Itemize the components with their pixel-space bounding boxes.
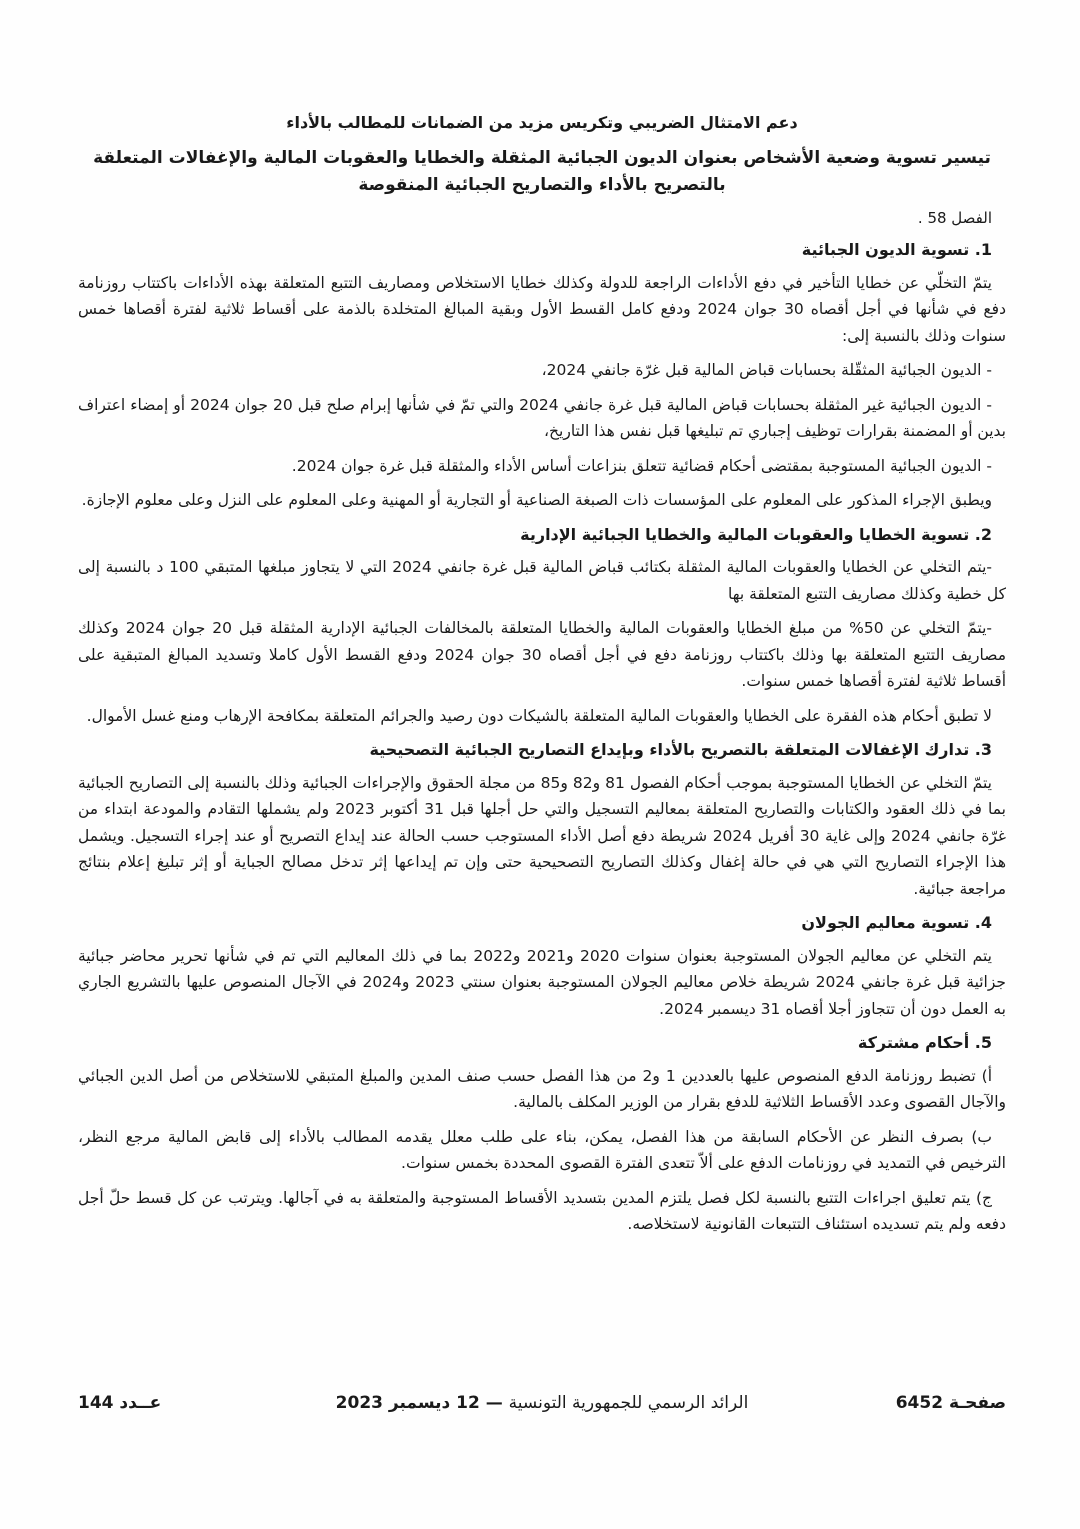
- paragraph: ب) بصرف النظر عن الأحكام السابقة من هذا الفصل، يمكن، بناء على طلب معلل يقدمه المطالب بالأداء إلى قابض المالية مرجع النظر، الترخيص في التمديد في روزنامات الدفع على ألاّ تتعدى الفترة القصوى المحددة بخمس سنوات.: [78, 1127, 1006, 1172]
- section-title: 4. تسوية معاليم الجولان: [801, 913, 992, 932]
- section-title: 3. تدارك الإغفالات المتعلقة بالتصريح بالأداء وبإيداع التصاريح الجبائية التصحيحية: [369, 740, 992, 759]
- paragraph: -يتم التخلي عن الخطايا والعقوبات المالية المثقلة بكتائب قباض المالية قبل غرة جانفي 2024 التي لا يتجاوز مبلغها المتبقي 100 د بالنسبة إلى كل خطية وكذلك مصاريف التتبع المتعلقة بها: [78, 558, 1006, 603]
- list-item: - الديون الجبائية غير المثقلة بحسابات قباض المالية قبل غرة جانفي 2024 والتي تمّ في شأنها إبرام صلح قبل 20 جوان 2024 أو إمضاء اعتراف بدين أو المضمنة بقرارات توظيف إجباري تم تبليغها قبل نفس هذا التاريخ،: [78, 395, 1006, 440]
- section-1: [78, 237, 1006, 514]
- paragraph: يتم التخلي عن معاليم الجولان المستوجبة بعنوان سنوات 2020 و2021 و2022 بما في ذلك المعاليم التي تم في شأنها تحرير محاضر جبائية جزائية قبل غرة جانفي 2024 شريطة خلاص معاليم الجولان المستوجبة بعنوان سنتي 2023 و2024 في الآجال المنصوص عليها بالتشريع الجاري به العمل دون أن تتجاوز أجلا أقصاه 31 ديسمبر 2024.: [78, 946, 1006, 1018]
- paragraph: ويطبق الإجراء المذكور على المعلوم على المؤسسات ذات الصبغة الصناعية أو التجارية أو المهنية وعلى المعلوم على النزل وعلى معلوم الإجازة.: [81, 491, 992, 509]
- section-4: [78, 910, 1006, 1022]
- section-title: 5. أحكام مشتركة: [857, 1033, 992, 1052]
- chapter-number: الفصل 58 .: [917, 208, 992, 227]
- section-title: 2. تسوية الخطايا والعقوبات المالية والخطايا الجبائية الإدارية: [520, 524, 992, 544]
- section-5: [78, 1030, 1006, 1238]
- section-3: [78, 737, 1006, 902]
- section-title: 1. تسوية الديون الجبائية: [801, 240, 992, 259]
- issue-date: — 12 ديسمبر 2023: [335, 1393, 503, 1413]
- journal-name: الرائد الرسمي للجمهورية التونسية: [508, 1393, 749, 1413]
- journal-line: [78, 1393, 1006, 1413]
- paragraph: يتمّ التخلي عن الخطايا المستوجبة بموجب أحكام الفصول 81 و82 و85 من مجلة الحقوق والإجراءات الجبائية وذلك بالنسبة إلى التصاريح الجبائية بما في ذلك العقود والكتابات والتصاريح المتعلقة بمعاليم التسجيل والتي حل أجلها قبل 31 أكتوبر 2023 ولم يشملها التقادم والمودعة ابتداء من غرّة جانفي 2024 وإلى غاية 30 أفريل 2024 شريطة دفع أصل الأداء المستوجب حسب الحالة عند إيداع التصريح أو عند إجراء التسجيل. ويشمل هذا الإجراء التصاريح التي هي في حالة إغفال وكذلك التصاريح التصحيحية حتى وإن تم إيداعها إثر تدخل مصالح الجباية أو إثر تبليغ إعلام بنتائج مراجعة جبائية.: [78, 773, 1006, 898]
- page-footer: [78, 1393, 1006, 1423]
- document-title: دعم الامتثال الضريبي وتكريس مزيد من الضمانات للمطالب بالأداء: [286, 113, 798, 132]
- issue-number: عــدد 144: [78, 1393, 162, 1413]
- page-number: صفحـة 6452: [895, 1393, 1006, 1413]
- paragraph: لا تطبق أحكام هذه الفقرة على الخطايا والعقوبات المالية المتعلقة بالشيكات دون رصيد والجرائم المتعلقة بمكافحة الإرهاب ومنع غسل الأموال.: [86, 706, 992, 725]
- document-body: [78, 110, 1006, 1238]
- paragraph: -يتمّ التخلي عن 50% من مبلغ الخطايا والعقوبات المالية والخطايا المتعلقة بالمخالفات الجبائية الإدارية المثقلة قبل 20 جوان 2024 وكذلك مصاريف التتبع المتعلقة بها وذلك باكتتاب روزنامة دفع في أجل أقصاه 30 جوان 2024 ودفع القسط الأول كاملا وتسديد المبالغ المتبقية على أقساط ثلاثية لفترة أقصاها خمس سنوات.: [78, 619, 1007, 690]
- paragraph: يتمّ التخلّي عن خطايا التأخير في دفع الأداءات الراجعة للدولة وكذلك خطايا الاستخلاص ومصاريف التتبع المتعلقة بهذه الأداءات باكتتاب روزنامة دفع في شأنها في أجل أقصاه 30 جوان 2024 ودفع كامل القسط الأول وبقية المبالغ المتخلدة بالذمة على أقساط ثلاثية لفترة أقصاها خمس سنوات وذلك بالنسبة إلى:: [78, 273, 1006, 345]
- section-2: [78, 522, 1006, 730]
- list-item: - الديون الجبائية المثقّلة بحسابات قباض المالية قبل غرّة جانفي 2024،: [541, 361, 992, 379]
- paragraph: ج) يتم تعليق اجراءات التتبع بالنسبة لكل فصل يلتزم المدين بتسديد الأقساط المستوجبة والمتعلقة به في آجالها. ويترتب عن كل قسط حلّ أجل دفعه ولم يتم تسديده استئناف التتبعات القانونية لاستخلاصه.: [78, 1188, 1006, 1233]
- paragraph: أ) تضبط روزنامة الدفع المنصوص عليها بالعددين 1 و2 من هذا الفصل حسب صنف المدين والمبلغ المتبقي للاستخلاص من أصل الدين الجبائي والآجال القصوى وعدد الأقساط الثلاثية للدفع بقرار من الوزير المكلف بالمالية.: [78, 1066, 1006, 1111]
- list-item: - الديون الجبائية المستوجبة بمقتضى أحكام قضائية تتعلق بنزاعات أساس الأداء والمثقلة قبل غرة جوان 2024.: [291, 456, 992, 475]
- document-subtitle: تيسير تسوية وضعية الأشخاص بعنوان الديون الجبائية المثقلة والخطايا والعقوبات المالية والإغفالات المتعلقة بالتصريح بالأداء والتصاريح الجبائية المنقوصة: [93, 147, 991, 195]
